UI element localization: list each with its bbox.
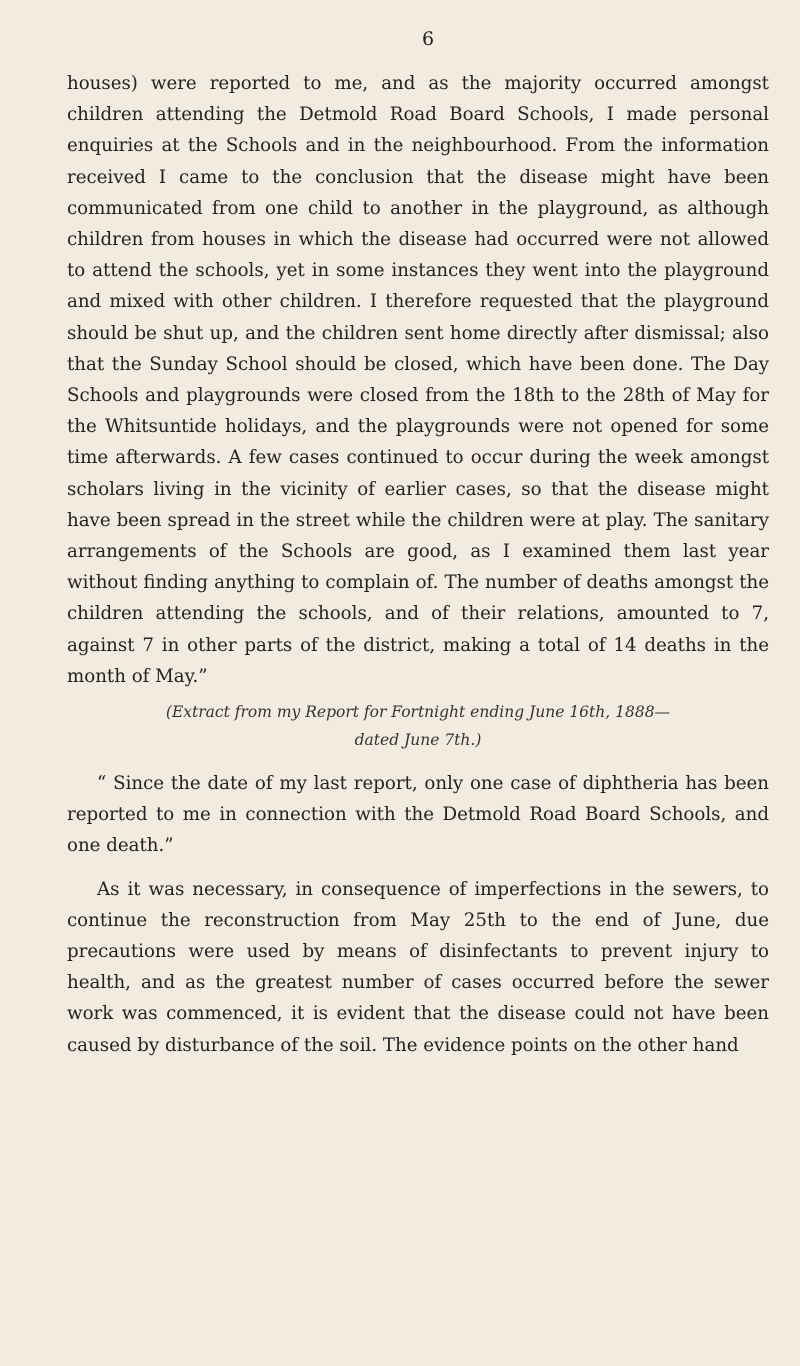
- extract-caption-line-2: dated June 7th.): [354, 731, 482, 750]
- document-page: [67, 28, 769, 1061]
- paragraph-sewer-reconstruction: As it was necessary, in consequence of imperfections in the sewers, to continue the reconstruction from May 25th to the end of June, due precautions were used by means of disinfectants to prevent injury to health, and as the greatest number of cases occurred before the sewer work was commenced, it is evident that the disease could not have been caused by disturbance of the soil. The evidence points on the other hand: [67, 878, 769, 1056]
- extract-caption: [67, 698, 769, 754]
- extract-caption-line-1: (Extract from my Report for Fortnight ending June 16th, 1888—: [165, 703, 671, 722]
- paragraph-report-quote: “ Since the date of my last report, only one case of diphtheria has been reported to me in connection with the Detmold Road Board Schools, and one death.”: [67, 773, 769, 857]
- paragraph-diphtheria-enquiry: houses) were reported to me, and as the majority occurred amongst children attending the Detmold Road Board Schools, I made personal enquiries at the Schools and in the neighbourhood. From the information received I came to the conclusion that the disease might have been communicated from one child to another in the playground, as although children from houses in which the disease had occurred were not allowed to attend the schools, yet in some instances they went into the playground and mixed with other children. I therefore requested that the playground should be shut up, and the children sent home directly after dismissal; also that the Sunday School should be closed, which have been done. The Day Schools and playgrounds were closed from the 18th to the 28th of May for the Whitsuntide holidays, and the playgrounds were not opened for some time afterwards. A few cases continued to occur during the week amongst scholars living in the vicinity of earlier cases, so that the disease might have been spread in the street while the children were at play. The sanitary arrangements of the Schools are good, as I examined them last year without finding anything to complain of. The number of deaths amongst the children attending the schools, and of their relations, amounted to 7, against 7 in other parts of the district, making a total of 14 deaths in the month of May.”: [67, 73, 769, 687]
- page-number: 6: [421, 28, 435, 50]
